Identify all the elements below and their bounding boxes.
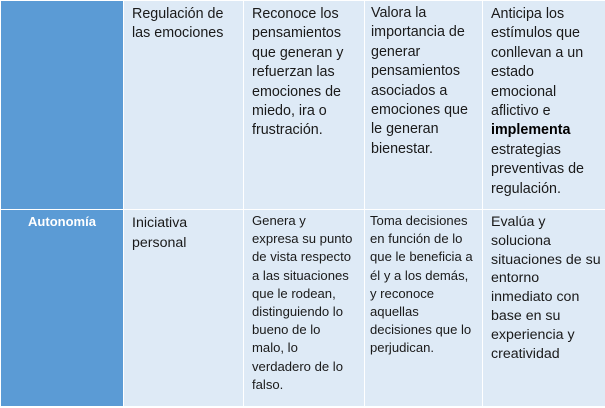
level-1-text: Genera y expresa su punto de vista respecto a las situaciones que le rodean, distinguiendo lo bueno de lo malo, lo verdadero de lo falso.: [252, 213, 353, 392]
level-3-text: [483, 1, 605, 199]
level-3-cell: [483, 1, 605, 210]
level-1-text: Reconoce los pensamientos que generan y refuerzan las emociones de miedo, ira o frustración.: [252, 6, 344, 139]
subdimension-cell: [124, 210, 244, 407]
table-row-emotion-regulation: [1, 1, 605, 210]
dimension-label: [1, 1, 123, 5]
dimension-cell: [1, 210, 124, 407]
level-3-text-start: Anticipa los estímulos que conllevan a un estado emocional aflictivo e: [491, 6, 584, 120]
subdimension-label: Regulación de las emociones: [132, 6, 224, 42]
dimension-cell: [1, 1, 124, 210]
dimension-label: Autonomía: [28, 214, 96, 229]
level-1-cell: [244, 1, 365, 210]
level-2-text: Valora la importancia de generar pensamientos asociados a emociones que le generan bienestar.: [371, 5, 468, 157]
subdimension-label: Iniciativa personal: [132, 215, 188, 251]
level-3-text: Evalúa y soluciona situaciones de su entorno inmediato con base en su experiencia y creatividad: [491, 214, 601, 362]
level-2-text: Toma decisiones en función de lo que le beneficia a él y a los demás, y reconoce aquellas decisiones que lo perjudican.: [370, 213, 473, 356]
table-row-autonomy: [1, 210, 605, 407]
level-3-cell: [483, 210, 605, 407]
level-3-text-bold: implementa: [491, 122, 571, 139]
level-3-text-end: estrategias preventivas de regulación.: [491, 141, 584, 197]
level-1-cell: [244, 210, 365, 407]
level-2-cell: [365, 210, 483, 407]
level-2-cell: [365, 1, 483, 210]
subdimension-cell: [124, 1, 244, 210]
